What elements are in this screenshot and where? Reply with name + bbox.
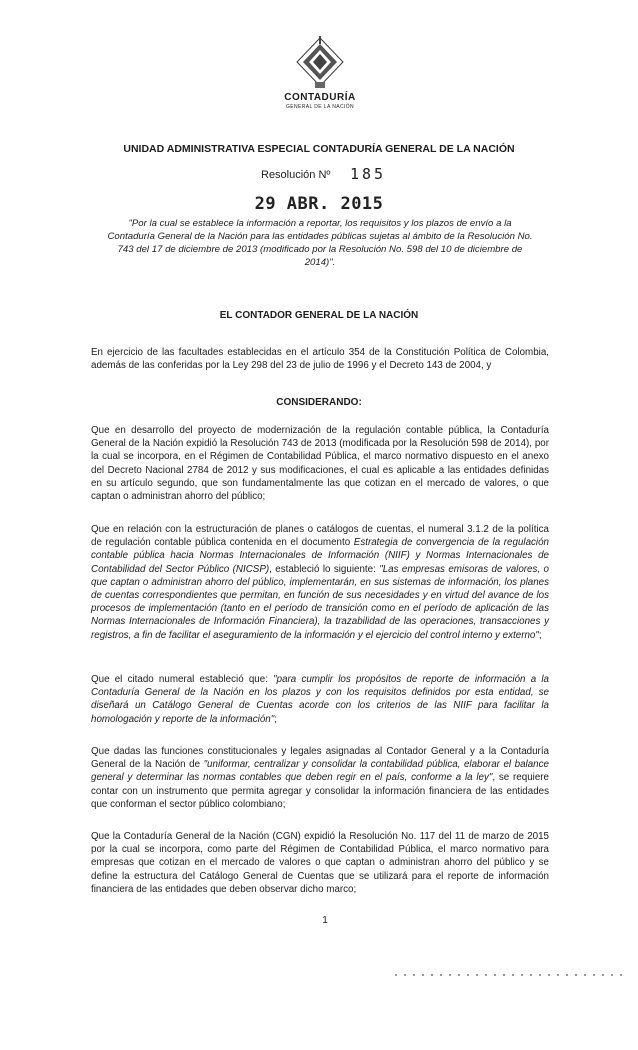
scan-noise bbox=[395, 974, 623, 976]
resolution-label: Resolución Nº bbox=[261, 169, 331, 181]
paragraph-3-text: Que el citado numeral estableció que: bbox=[91, 674, 274, 685]
considering-heading: CONSIDERANDO: bbox=[276, 397, 362, 408]
paragraph-3-quote: "para cumplir los propósitos de reporte de información a la Contaduría General de la Nación en los plazos y con los requisitos definidos por esta entidad, se diseñará un Catálogo General de Cuentas acorde con los criterios de las NIIF para facilitar la homologación y reporte de la información" bbox=[91, 674, 549, 725]
paragraph-3-end: ; bbox=[274, 713, 277, 725]
paragraph-5: Que la Contaduría General de la Nación (CGN) expidió la Resolución No. 117 del 11 de marzo de 2015 por la cual se incorpora, como parte del Régimen de Contabilidad Pública, el marco normativo para empresas que cotizan en el mercado de valores o que captan o administran ahorro del público y se define la estructura del Catálogo General de Cuentas que se utilizará para el reporte de información financiera de las entidades que deben observar dicho marco; bbox=[91, 831, 549, 895]
paragraph-4-quote: "uniformar, centralizar y consolidar la contabilidad pública, elaborar el balance general y determinar las normas contables que deben regir en el país, conforme a la ley" bbox=[91, 759, 549, 784]
resolution-number: 185 bbox=[350, 165, 387, 183]
preamble-paragraph: En ejercicio de las facultades establecidas en el artículo 354 de la Constitución Política de Colombia, además de las conferidas por la Ley 298 del 23 de julio de 1996 y el Decreto 143 de 2004, y bbox=[91, 347, 549, 372]
diamond-emblem-icon bbox=[293, 36, 347, 92]
paragraph-2-quote: "Las empresas emisoras de valores, o que captan o administran ahorro del público, implementarán, en sus sistemas de información, los planes de cuentas correspondientes que permitan, en función de sus necesidades y en virtud del avance de los procesos de implementación (tanto en el período de transición como en el período de aplicación de las Normas Internacionales de Información Financiera), la trazabilidad de las operaciones, transacciones y registros, a fin de facilitar el aseguramiento de la información y el ejercicio del control interno y externo" bbox=[91, 563, 549, 641]
resolution-date: 29 ABR. 2015 bbox=[254, 194, 384, 214]
contaduria-logo bbox=[268, 36, 372, 110]
paragraph-2-end: ; bbox=[538, 629, 542, 641]
paragraph-2 bbox=[91, 523, 549, 642]
paragraph-2-document-title: Estrategia de convergencia de la regulación contable pública hacia Normas Internacionales de Información (NIIF) y Normas Internacionales de Contabilidad del Sector Público (NICSP) bbox=[91, 537, 550, 575]
paragraph-2-text-b: , estableció lo siguiente: bbox=[269, 563, 380, 575]
paragraph-3 bbox=[91, 673, 549, 726]
signatory-heading: EL CONTADOR GENERAL DE LA NACIÓN bbox=[219, 310, 419, 321]
paragraph-4-text: Que dadas las funciones constitucionales y legales asignadas al Contador General y a la Contaduría General de la Nación de bbox=[91, 746, 549, 771]
resolution-title: "Por la cual se establece la información a reportar, los requisitos y los plazos de envío a la Contaduría General de la Nación para las entidades públicas sujetas al ámbito de la Resolución No. 743 del 17 de diciembre de 2013 (modificado por la Resolución No. 598 del 10 de diciembre de 2014)". bbox=[107, 218, 533, 268]
paragraph-1: Que en desarrollo del proyecto de modernización de la regulación contable pública, la Contaduría General de la Nación expidió la Resolución 743 de 2013 (modificada por la Resolución 598 de 2014), por la cual se incorpora, en el Régimen de Contabilidad Pública, el marco normativo dispuesto en el anexo del Decreto Nacional 2784 de 2012 y sus modificaciones, el cual es aplicable a las entidades definidas en su artículo segundo, que son fundamentalmente las que cotizan en el mercado de valores, o que captan o administran ahorro del público; bbox=[91, 425, 549, 503]
entity-heading: UNIDAD ADMINISTRATIVA ESPECIAL CONTADURÍA GENERAL DE LA NACIÓN bbox=[123, 143, 515, 155]
logo-subtitle: GENERAL DE LA NACIÓN bbox=[285, 104, 355, 110]
logo-name: CONTADURÍA bbox=[284, 92, 356, 103]
paragraph-2-text: Que en relación con la estructuración de planes o catálogos de cuentas, el numeral 3.1.2 de la política de regulación contable pública contenida en el documento bbox=[91, 524, 549, 549]
page-number: 1 bbox=[322, 915, 328, 926]
paragraph-4 bbox=[91, 745, 549, 811]
paragraph-4-end: , se requiere contar con un instrumento que permita agregar y consolidar la información financiera de las entidades que conforman el sector público colombiano; bbox=[91, 772, 549, 810]
